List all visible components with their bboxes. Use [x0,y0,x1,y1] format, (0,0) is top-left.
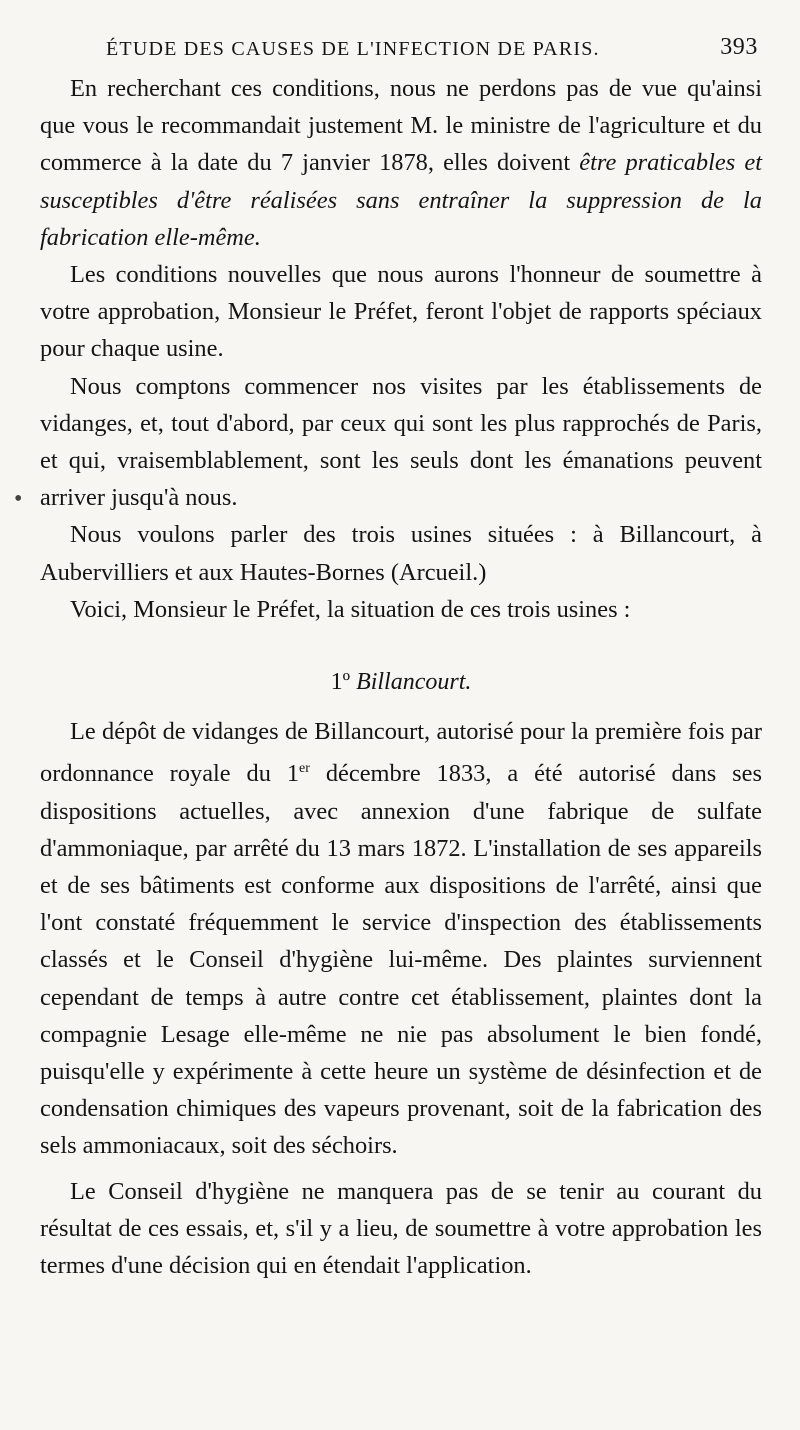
superscript: er [299,761,310,777]
section-title: Billancourt. [356,669,472,696]
paragraph-6: Le dépôt de vidanges de Billancourt, autorisé pour la première fois par ordonnance royale du 1er décembre 1833, a été autorisé dans ses dispositions actuelles, avec annexion d'une fabrique de sulfate d'ammoniaque, par arrêté du 13 mars 1872. L'installation de ses appareils et de ses bâtiments est conforme aux dispositions de l'arrêté, ainsi que l'ont constaté fréquemment le service d'inspection des établissements classés et le Conseil d'hygiène lui-même. Des plaintes surviennent cependant de temps à autre contre cet établissement, plaintes dont la compagnie Lesage elle-même ne nie pas absolument le bien fondé, puisqu'elle y expérimente à cette heure un système de désinfection et de condensation chimiques des vapeurs provenant, soit de la fabrication des sels ammoniacaux, soit des séchoirs. [40,718,762,1160]
paragraph-1: En recherchant ces conditions, nous ne perdons pas de vue qu'ainsi que vous le recommandait justement M. le ministre de l'agriculture et du commerce à la date du 7 janvier 1878, elles doivent être praticables et susceptibles d'être réalisées sans entraîner la suppression de la fabrication elle-même. [40,75,762,251]
paragraph-2: Les conditions nouvelles que nous aurons l'honneur de soumettre à votre approbation, Monsieur le Préfet, feront l'objet de rapports spéciaux pour chaque usine. [40,261,762,363]
emphasis-text: être praticables et susceptibles d'être réalisées sans entraîner la suppression de la fabrication elle-même. [40,149,762,251]
paragraph-4: Nous voulons parler des trois usines situées : à Billancourt, à Aubervilliers et aux Hautes-Bornes (Arcueil.) [40,521,762,586]
paragraph-3: Nous comptons commencer nos visites par les établissements de vidanges, et, tout d'abord, par ceux qui sont les plus rapprochés de Paris, et qui, vraisemblablement, sont les seuls dont les émanations peuvent arriver jusqu'à nous. [40,372,762,512]
page-number: 393 [720,34,758,60]
running-head [40,30,762,70]
body-text [40,70,762,1284]
paragraph-7: Le Conseil d'hygiène ne manquera pas de se tenir au courant du résultat de ces essais, et, s'il y a lieu, de soumettre à votre approbation les termes d'une décision qui en étendait l'application. [40,1177,762,1280]
running-head-title: ÉTUDE DES CAUSES DE L'INFECTION DE PARIS. [106,38,600,60]
paragraph-5: Voici, Monsieur le Préfet, la situation de ces trois usines : [70,595,631,623]
section-number: 1º [330,669,351,696]
section-heading [40,664,762,701]
margin-mark: • [14,486,23,512]
